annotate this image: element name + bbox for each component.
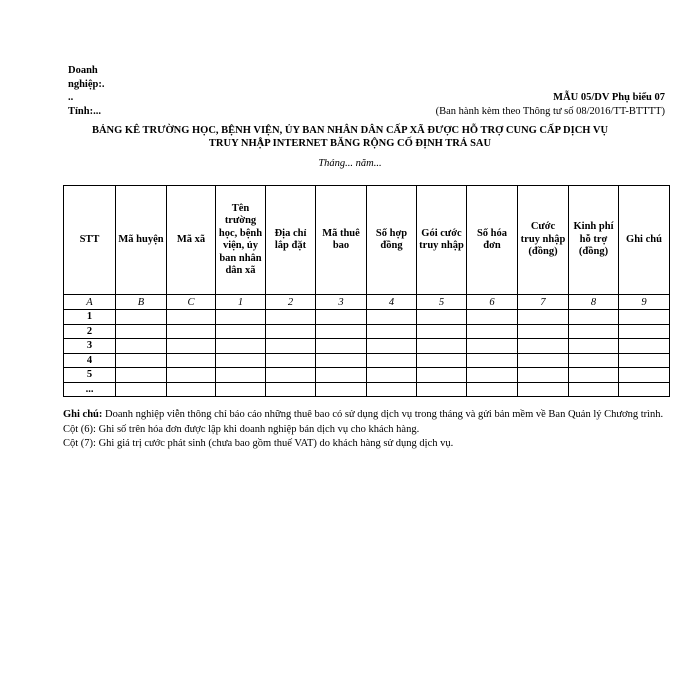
col-header-access-fee: Cước truy nhập (đồng)	[518, 186, 569, 295]
column-code: 7	[518, 295, 569, 310]
row-number: 2	[64, 324, 116, 339]
table-row	[64, 368, 670, 383]
row-number: 1	[64, 310, 116, 325]
table-cell	[417, 324, 467, 339]
column-code: C	[167, 295, 216, 310]
table-cell	[367, 353, 417, 368]
table-cell	[518, 368, 569, 383]
table-cell	[167, 382, 216, 397]
table-cell	[316, 310, 367, 325]
column-code: 1	[216, 295, 266, 310]
column-code: 2	[266, 295, 316, 310]
table-cell	[518, 324, 569, 339]
col-header-notes: Ghi chú	[619, 186, 670, 295]
table-cell	[367, 324, 417, 339]
company-header	[68, 64, 148, 118]
table-cell	[116, 368, 167, 383]
table-cell	[417, 353, 467, 368]
table-cell	[619, 339, 670, 354]
notes-label: Ghi chú:	[63, 409, 103, 420]
table-cell	[518, 353, 569, 368]
table-cell	[569, 382, 619, 397]
column-code: B	[116, 295, 167, 310]
table-cell	[518, 382, 569, 397]
table-cell	[216, 339, 266, 354]
col-header-invoice-number: Số hóa đơn	[467, 186, 518, 295]
table-cell	[417, 339, 467, 354]
reporting-period: Tháng... năm...	[318, 158, 382, 169]
table-cell	[367, 339, 417, 354]
table-cell	[316, 339, 367, 354]
table-cell	[569, 353, 619, 368]
col-header-support-funding: Kinh phí hỗ trợ (đồng)	[569, 186, 619, 295]
col-header-institution-name: Tên trường học, bệnh viện, ủy ban nhân dân xã	[216, 186, 266, 295]
form-code: MẪU 05/DV Phụ biểu 07	[553, 92, 665, 103]
province-label: Tỉnh:...	[68, 105, 101, 117]
col-header-access-package: Gói cước truy nhập	[417, 186, 467, 295]
table-row	[64, 324, 670, 339]
table-cell	[216, 324, 266, 339]
row-number: ...	[64, 382, 116, 397]
table-cell	[518, 310, 569, 325]
column-code: 6	[467, 295, 518, 310]
table-cell	[316, 324, 367, 339]
table-cell	[467, 353, 518, 368]
col-header-subscriber-code: Mã thuê bao	[316, 186, 367, 295]
table-cell	[167, 324, 216, 339]
table-cell	[367, 310, 417, 325]
table-cell	[216, 382, 266, 397]
table-cell	[467, 310, 518, 325]
column-code: 9	[619, 295, 670, 310]
table-cell	[619, 382, 670, 397]
table-row	[64, 310, 670, 325]
document-title	[40, 124, 660, 150]
col-header-commune-code: Mã xã	[167, 186, 216, 295]
table-cell	[569, 324, 619, 339]
column-code: 4	[367, 295, 417, 310]
table-cell	[417, 310, 467, 325]
row-number: 4	[64, 353, 116, 368]
col-header-stt: STT	[64, 186, 116, 295]
table-cell	[216, 368, 266, 383]
table-cell	[116, 339, 167, 354]
table-cell	[167, 339, 216, 354]
column-code: 8	[569, 295, 619, 310]
form-info	[436, 91, 665, 118]
table-cell	[619, 324, 670, 339]
table-cell	[619, 310, 670, 325]
table-cell	[316, 368, 367, 383]
table-cell	[266, 324, 316, 339]
table-cell	[467, 324, 518, 339]
table-body	[64, 310, 670, 397]
company-label: Doanh	[68, 65, 98, 76]
table-cell	[116, 353, 167, 368]
table-cell	[467, 368, 518, 383]
table-cell	[167, 310, 216, 325]
table-cell	[467, 382, 518, 397]
note-text-1: Doanh nghiệp viễn thông chỉ báo cáo những thuê bao có sử dụng dịch vụ trong tháng và gửi bản mềm về Ban Quản lý Chương trình.	[102, 409, 664, 420]
table-row	[64, 339, 670, 354]
table-cell	[266, 353, 316, 368]
column-code: 3	[316, 295, 367, 310]
table-cell	[167, 353, 216, 368]
table-cell	[216, 310, 266, 325]
table-row	[64, 382, 670, 397]
table-cell	[316, 353, 367, 368]
issued-note: (Ban hành kèm theo Thông tư số 08/2016/TT-BTTTT)	[435, 105, 665, 117]
notes-section	[63, 408, 673, 452]
table-cell	[266, 339, 316, 354]
table-cell	[316, 382, 367, 397]
table-cell	[216, 353, 266, 368]
table-cell	[266, 382, 316, 397]
table-cell	[569, 310, 619, 325]
title-line-2: TRUY NHẬP INTERNET BĂNG RỘNG CỐ ĐỊNH TRẢ SAU	[208, 138, 492, 149]
table-cell	[116, 382, 167, 397]
column-code-row	[64, 295, 670, 310]
title-line-1: BẢNG KÊ TRƯỜNG HỌC, BỆNH VIỆN, ỦY BAN NHÂN DÂN CẤP XÃ ĐƯỢC HỖ TRỢ CUNG CẤP DỊCH VỤ	[91, 125, 609, 136]
col-header-install-address: Địa chỉ lắp đặt	[266, 186, 316, 295]
table-cell	[619, 353, 670, 368]
table-cell	[569, 339, 619, 354]
header-row	[64, 186, 670, 295]
note-line-2: Cột (6): Ghi số trên hóa đơn được lập khi doanh nghiệp bán dịch vụ cho khách hàng.	[63, 423, 420, 435]
table-cell	[569, 368, 619, 383]
report-table	[63, 185, 670, 397]
column-code: 5	[417, 295, 467, 310]
company-ellipsis: ..	[68, 92, 74, 103]
table-cell	[467, 339, 518, 354]
col-header-contract-number: Số hợp đồng	[367, 186, 417, 295]
table-cell	[367, 368, 417, 383]
column-code: A	[64, 295, 116, 310]
table-cell	[266, 368, 316, 383]
note-line-3: Cột (7): Ghi giá trị cước phát sinh (chưa bao gồm thuế VAT) do khách hàng sử dụng dịch vụ.	[63, 438, 454, 449]
company-label-cont: nghiệp:.	[68, 78, 105, 90]
table-row	[64, 353, 670, 368]
table-cell	[367, 382, 417, 397]
row-number: 5	[64, 368, 116, 383]
table-cell	[417, 368, 467, 383]
note-line-1	[63, 408, 673, 423]
col-header-district-code: Mã huyện	[116, 186, 167, 295]
table-cell	[116, 310, 167, 325]
table-cell	[518, 339, 569, 354]
table-cell	[167, 368, 216, 383]
table-cell	[417, 382, 467, 397]
table-cell	[266, 310, 316, 325]
table-cell	[116, 324, 167, 339]
row-number: 3	[64, 339, 116, 354]
table-cell	[619, 368, 670, 383]
